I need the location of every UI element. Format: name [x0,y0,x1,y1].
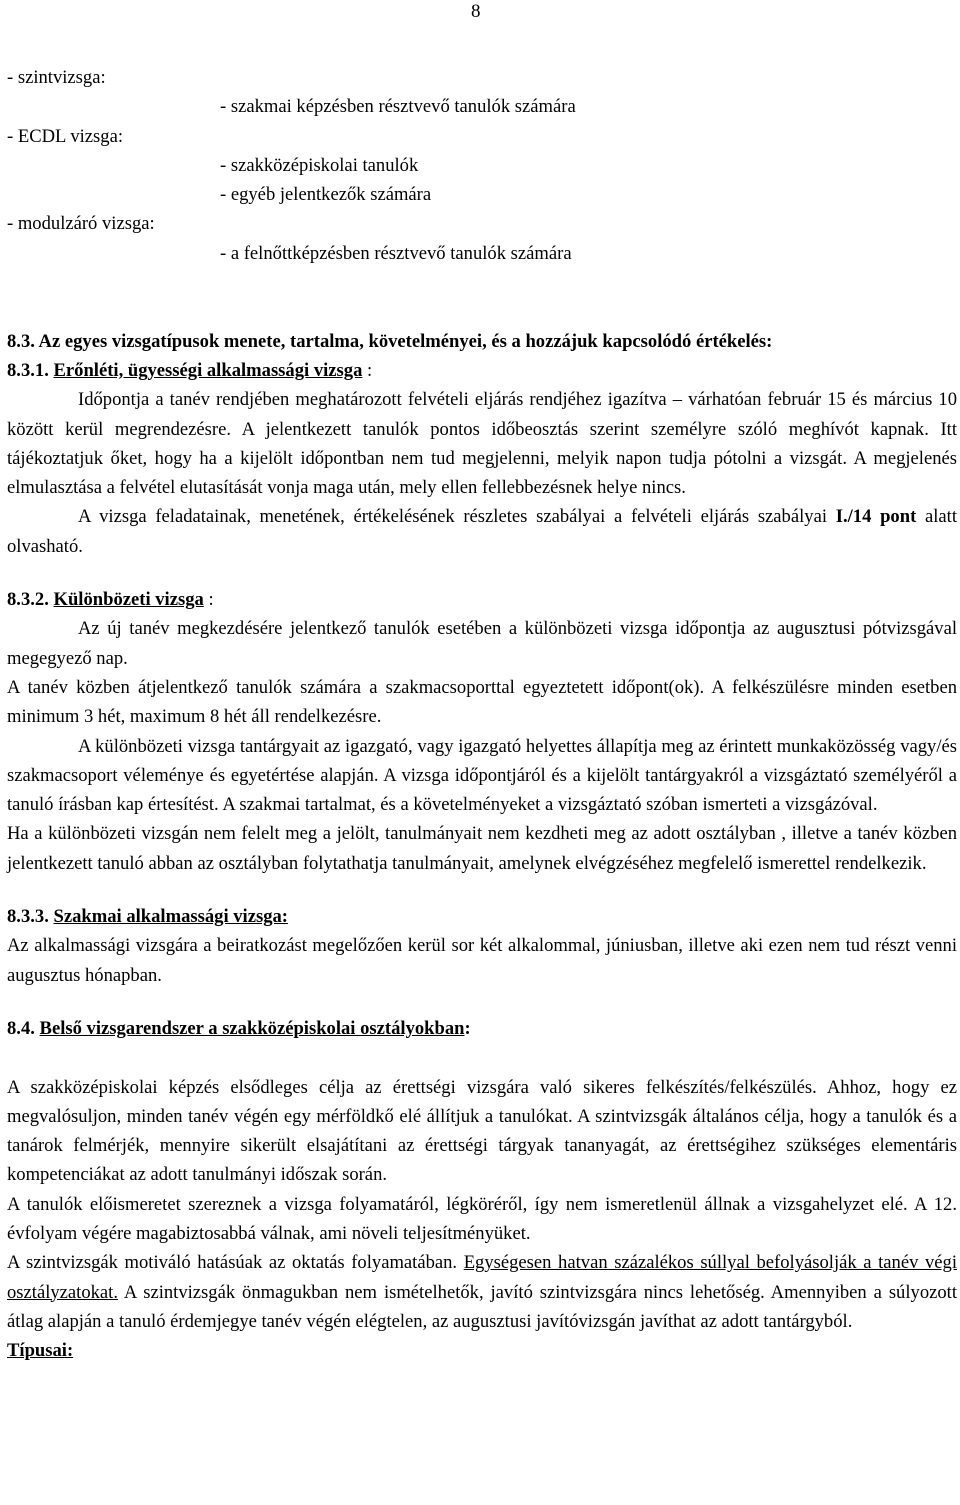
document-body [7,63,957,1365]
paragraph: Az új tanév megkezdésére jelentkező tanulók esetében a különbözeti vizsga időpontja az augusztusi pótvizsgával megegyező nap. [7,618,957,669]
section-heading-8-3: 8.3. Az egyes vizsgatípusok menete, tartalma, követelményei, és a hozzájuk kapcsolódó értékelés: [7,330,773,352]
paragraph: Időpontja a tanév rendjében meghatározott felvételi eljárás rendjéhez igazítva – várhatóan február 15 és március 10 között kerül megrendezésre. A jelentkezett tanulók pontos időbeosztás szerint személyre szóló meghívót kapnak. Itt tájékoztatjuk őket, hogy ha a kijelölt időpontban nem tud megjelenni, melyik napon tudja pótolni a vizsgát. A megjelenés elmulasztása a felvétel elutasítását vonja maga után, mely ellen fellebbezésnek helye nincs. [7,389,957,499]
list-item: - szintvizsga: [7,67,106,88]
paragraph: A tanulók előismeretet szereznek a vizsga folyamatáról, légköréről, így nem ismeretlenül állnak a vizsgahelyzet elé. A 12. évfolyam végére magabiztosabbá válnak, ami növeli teljesítményüket. [7,1193,957,1244]
types-label: Típusai: [7,1340,74,1362]
paragraph: A szintvizsgák motiváló hatásúak az oktatás folyamatában. Egységesen hatvan százalékos súllyal befolyásolják a tanév végi osztályzatokat. A szintvizsgák önmagukban nem ismételhetők, javító szintvizsgára nincs lehetőség. Amennyiben a súlyozott átlag alapján a tanuló érdemjegye tanév végén elégtelen, az augusztusi javítóvizsgán javíthat az adott tantárgyból. [7,1252,957,1332]
list-item: - szakmai képzésben résztvevő tanulók számára [220,96,576,118]
paragraph: Az alkalmassági vizsgára a beiratkozást megelőzően kerül sor két alkalommal, júniusban, illetve aki ezen nem tud részt venni augusztus hónapban. [7,935,957,986]
list-item: - egyéb jelentkezők számára [220,184,432,206]
section-heading-8-3-3: 8.3.3. Szakmai alkalmassági vizsga: [7,906,289,928]
paragraph: A különbözeti vizsga tantárgyait az igazgató, vagy igazgató helyettes állapítja meg az érintett munkaközösség vagy/és szakmacsoport véleménye és egyetértése alapján. A vizsga időpontjáról és a kijelölt tantárgyakról a vizsgáztató személyéről a tanuló írásban kap értesítést. A szakmai tartalmat, és a követelményeket a vizsgáztató szóban ismerteti a vizsgázóval. [7,735,957,816]
page-number: 8 [471,1,481,22]
list-item: - ECDL vizsga: [7,125,124,147]
section-heading-8-3-1: 8.3.1. Erőnléti, ügyességi alkalmassági vizsga : [7,359,373,381]
section-heading-8-4: 8.4. Belső vizsgarendszer a szakközépiskolai osztályokban: [7,1017,471,1039]
paragraph: A vizsga feladatainak, menetének, értékelésének részletes szabályai a felvételi eljárás szabályai I./14 pont alatt olvasható. [7,506,957,557]
section-heading-8-3-2: 8.3.2. Különbözeti vizsga : [7,589,214,611]
list-item: - szakközépiskolai tanulók [220,154,419,176]
paragraph: A tanév közben átjelentkező tanulók számára a szakmacsoporttal egyeztetett időpont(ok). A felkészülésre minden esetben minimum 3 hét, maximum 8 hét áll rendelkezésre. [7,676,957,728]
exam-type-list [7,63,957,268]
paragraph: Ha a különbözeti vizsgán nem felelt meg a jelölt, tanulmányait nem kezdheti meg az adott osztályban , illetve a tanév közben jelentkezett tanuló abban az osztályban folytathatja tanulmányait, amelynek elvégzéséhez megfelelő ismerettel rendelkezik. [7,823,957,874]
list-item: - modulzáró vizsga: [7,213,155,235]
paragraph: A szakközépiskolai képzés elsődleges célja az érettségi vizsgára való sikeres felkészítés/felkészülés. Ahhoz, hogy ez megvalósuljon, minden tanév végén egy mérföldkő elé állítjuk a tanulókat. A szintvizsgák általános célja, hogy a tanulók és a tanárok felmérjék, mennyire sikerült elsajátítani az érettségi tárgyak tananyagát, az érettségihez szükséges elementáris kompetenciákat az adott tanulmányi időszak során. [7,1076,957,1186]
list-item: - a felnőttképzésben résztvevő tanulók számára [220,242,572,264]
